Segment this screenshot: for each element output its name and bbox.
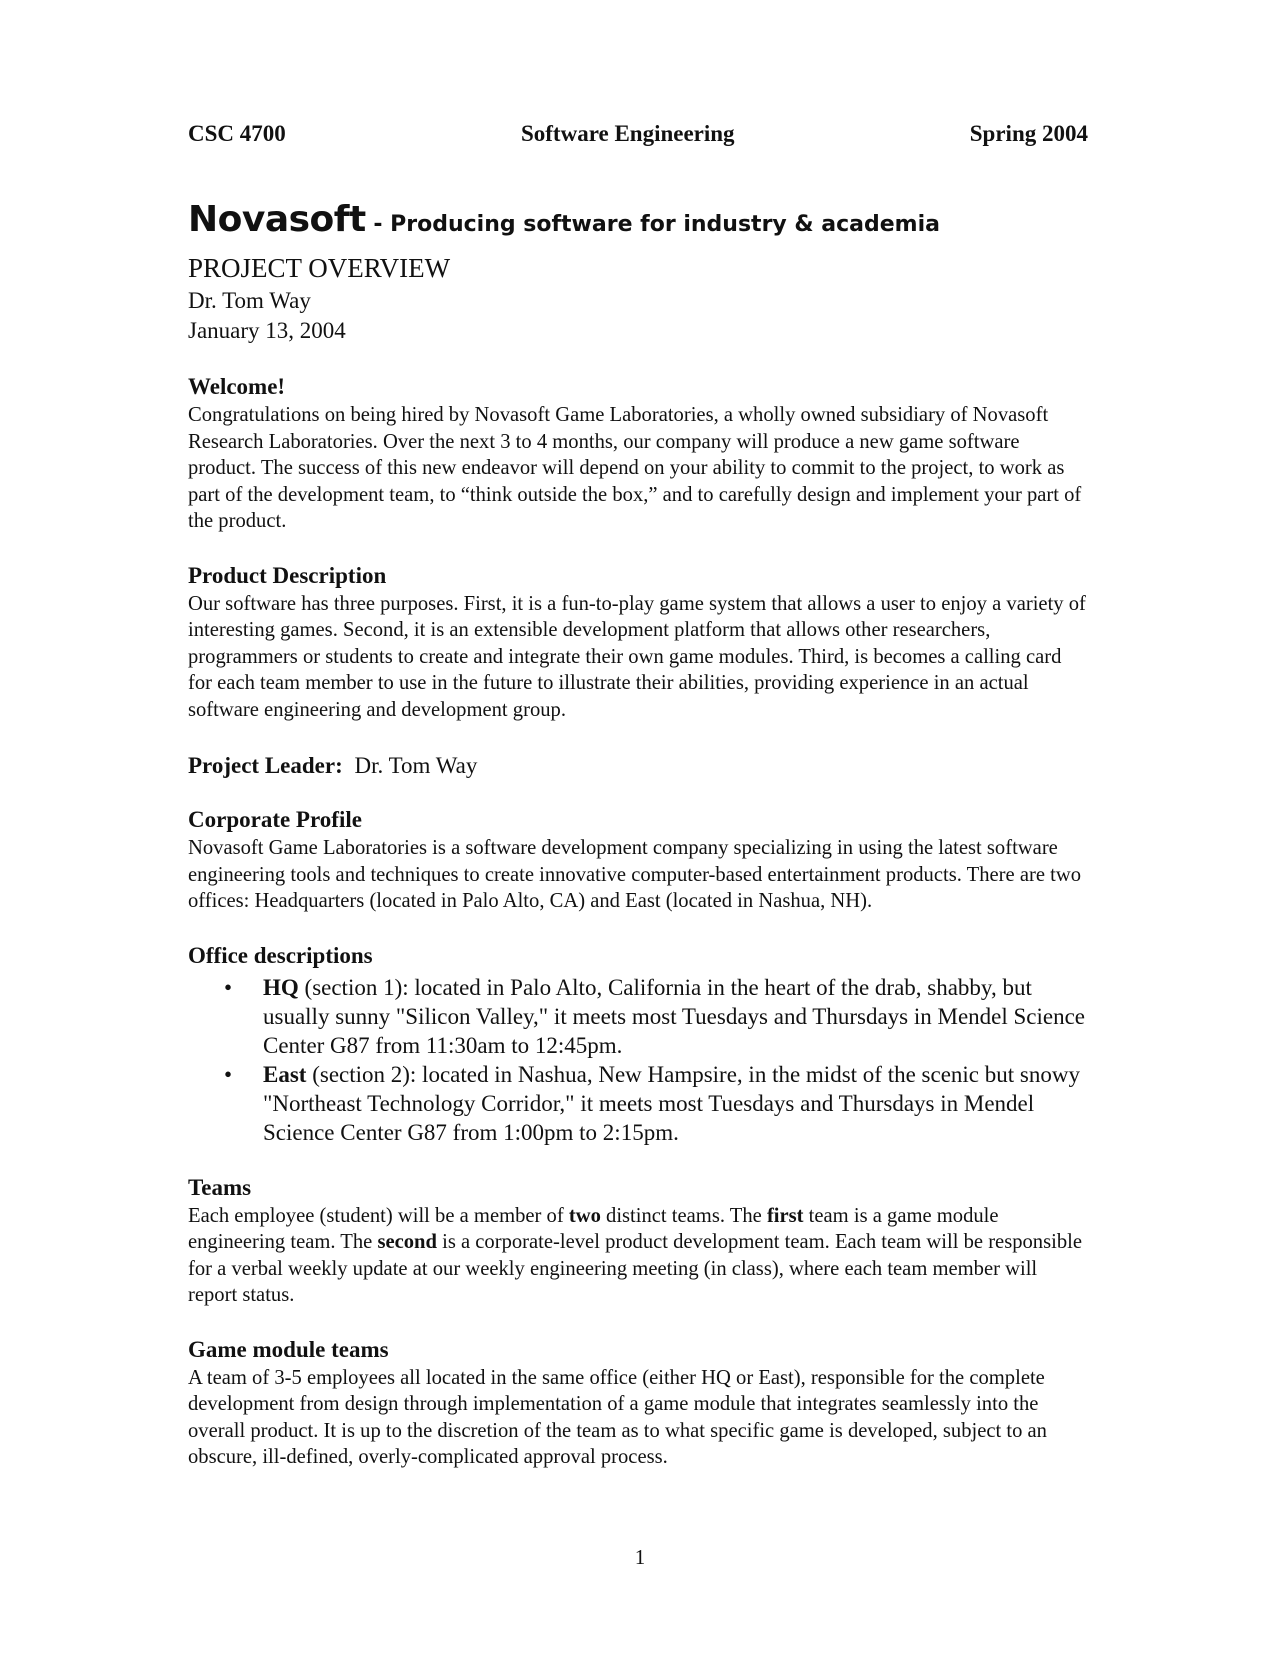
product-heading: Product Description: [188, 562, 387, 588]
page-number: 1: [634, 1545, 646, 1569]
office-name: HQ: [263, 974, 299, 1000]
game-teams-body: A team of 3-5 employees all located in the same office (either HQ or East), responsible for the complete development from design through implementation of a game module that integrates seamlessly into the overall product. It is up to the discretion of the team as to what specific game is developed, subject to an obscure, ill-defined, overly-complicated approval process.: [188, 1366, 1047, 1468]
bullet-icon: •: [224, 974, 233, 1000]
company-tagline: Producing software for industry & academia: [390, 212, 940, 237]
company-name: Novasoft: [188, 199, 366, 240]
document-page: [188, 116, 1088, 1471]
teams-text: distinct teams. The: [600, 1204, 767, 1227]
project-leader-label: Project Leader:: [188, 753, 343, 778]
game-teams-heading: Game module teams: [188, 1336, 389, 1362]
offices-list: [188, 973, 1088, 1147]
document-date: January 13, 2004: [188, 318, 346, 343]
teams-heading: Teams: [188, 1174, 252, 1200]
bullet-icon: •: [224, 1061, 233, 1087]
company-separator: -: [365, 212, 391, 237]
course-subject: Software Engineering: [520, 121, 735, 146]
teams-body: [188, 1203, 1088, 1309]
document-title: PROJECT OVERVIEW: [188, 253, 451, 283]
office-description: (section 2): located in Nashua, New Hampsire, in the midst of the scenic but snowy "Northeast Technology Corridor," it meets most Tuesdays and Thursdays in Mendel Science Center G87 from 1:00pm to 2:15pm.: [263, 1061, 1080, 1145]
teams-emphasis: first: [766, 1204, 804, 1227]
product-body: Our software has three purposes. First, it is a fun-to-play game system that allows a user to enjoy a variety of interesting games. Second, it is an extensible development platform that allows other researchers, programmers or students to create and integrate their own game modules. Third, is becomes a calling card for each team member to use in the future to illustrate their abilities, providing experience in an actual software engineering and development group.: [188, 592, 1086, 721]
company-banner: [188, 200, 1088, 246]
teams-emphasis: second: [377, 1231, 437, 1253]
teams-text: team is a game module engineering team. The: [188, 1204, 999, 1253]
teams-text: Each employee (student) will be a member of: [188, 1204, 569, 1227]
corporate-body: Novasoft Game Laboratories is a software development company specializing in using the latest software engineering tools and techniques to create innovative computer-based entertainment products. There are two offices: Headquarters (located in Palo Alto, CA) and East (located in Nashua, NH).: [188, 837, 1081, 912]
list-item: [188, 973, 1088, 1060]
welcome-heading: Welcome!: [188, 374, 286, 399]
teams-text: is a corporate-level product development team. Each team will be responsible for a verbal weekly update at our weekly engineering meeting (in class), where each team member will report status.: [188, 1231, 1083, 1306]
list-item: [188, 1060, 1088, 1147]
offices-heading: Office descriptions: [188, 942, 373, 968]
course-header: [188, 116, 1088, 152]
course-code: CSC 4700: [188, 121, 286, 146]
course-term: Spring 2004: [969, 121, 1088, 146]
corporate-heading: Corporate Profile: [188, 807, 362, 832]
document-author: Dr. Tom Way: [188, 288, 311, 313]
welcome-body: Congratulations on being hired by Novasoft Game Laboratories, a wholly owned subsidiary of Novasoft Research Laboratories. Over the next 3 to 4 months, our company will produce a new game software product. The success of this new endeavor will depend on your ability to commit to the project, to work as part of the development team, to “think outside the box,” and to carefully design and implement your part of the product.: [188, 404, 1082, 532]
project-leader-name: Dr. Tom Way: [354, 753, 478, 778]
office-name: East: [263, 1061, 307, 1087]
project-leader: [188, 751, 1088, 781]
teams-emphasis: two: [568, 1204, 601, 1227]
office-description: (section 1): located in Palo Alto, California in the heart of the drab, shabby, but usually sunny "Silicon Valley," it meets most Tuesdays and Thursdays in Mendel Science Center G87 from 11:30am to 12:45pm.: [263, 974, 1086, 1058]
